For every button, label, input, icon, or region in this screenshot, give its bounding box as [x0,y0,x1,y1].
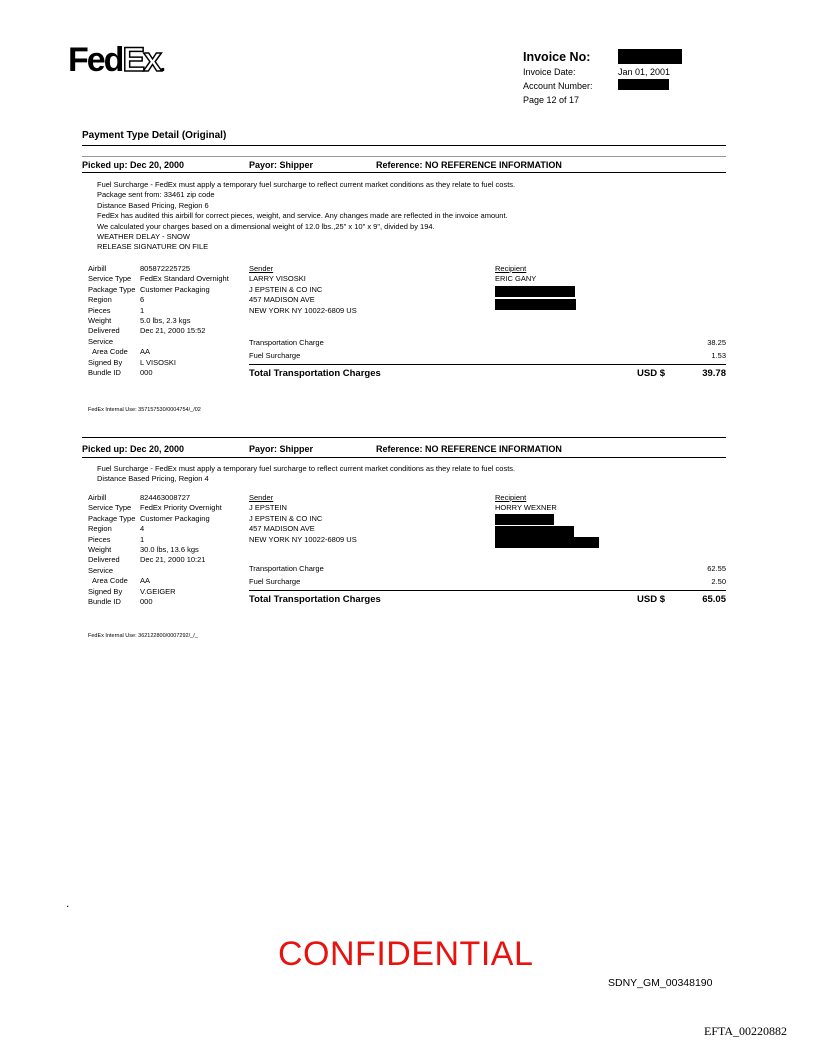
signed-by-label: Signed By [88,357,123,367]
service-type-label: Service Type [88,274,132,284]
delivered-value: Dec 21, 2000 15:52 [140,326,206,336]
service-label: Service [88,565,114,575]
efta-number: EFTA_00220882 [704,1024,788,1038]
area-code-value: AA [140,347,151,357]
weight-value: 5.0 lbs, 2.3 kgs [140,316,191,326]
shipment-notes [97,464,515,485]
signed-by-value: V.GEIGER [140,586,176,596]
area-code-value: AA [140,576,151,586]
pieces-label: Pieces [88,305,111,315]
redaction-box [618,49,682,64]
note-line: Fuel Surcharge - FedEx must apply a temporary fuel surcharge to reflect current market conditions as they relate to fuel costs. [97,464,516,473]
total-charges-label: Total Transportation Charges [249,594,381,605]
fuel-surcharge-amount: 2.50 [711,577,726,586]
redaction-box [618,79,669,90]
fuel-surcharge-label: Fuel Surcharge [249,577,301,586]
redaction-box [495,299,576,310]
region-value: 4 [140,524,145,534]
sender-block [249,493,357,545]
redaction-box [495,286,575,297]
recipient-name: HORRY WEXNER [495,503,557,513]
note-line: Package sent from: 33461 zip code [97,190,215,200]
weight-label: Weight [88,316,112,326]
pieces-value: 1 [140,305,145,315]
recipient-label: Recipient [495,264,527,273]
delivered-value: Dec 21, 2000 10:21 [140,555,206,565]
payor: Payor: Shipper [249,444,314,454]
airbill-label: Airbill [88,264,107,273]
sender-line: NEW YORK NY 10022-6809 US [249,305,357,315]
divider [82,145,726,146]
redaction-box [495,537,599,548]
note-line: We calculated your charges based on a dimensional weight of 12.0 lbs.,25" x 10" x 9", divided by 194. [97,221,435,231]
recipient-block [495,264,536,285]
internal-use-code: FedEx Internal Use: 362122800/0007292/_/_ [88,633,198,639]
confidential-stamp: CONFIDENTIAL [278,935,534,973]
shipment-notes [97,180,515,253]
divider [82,172,726,173]
package-type-label: Package Type [88,513,136,523]
reference: Reference: NO REFERENCE INFORMATION [376,160,562,170]
account-number-label: Account Number: [523,81,593,91]
sender-label: Sender [249,264,274,273]
internal-use-code: FedEx Internal Use: 357157530/0004754/_/02 [88,407,201,413]
redaction-box [495,526,574,537]
total-charges-amount: 65.05 [702,594,726,605]
logo-dot: . [160,54,166,76]
sender-block [249,264,357,316]
package-type-value: Customer Packaging [140,513,210,523]
airbill-value: 824463008727 [140,493,191,502]
picked-up-date: Picked up: Dec 20, 2000 [82,160,185,170]
signed-by-value: L VISOSKI [140,357,176,367]
sender-line: NEW YORK NY 10022-6809 US [249,534,357,544]
sender-line: J EPSTEIN [249,503,287,513]
fedex-logo [68,40,166,85]
area-code-label: Area Code [92,576,128,586]
sender-line: J EPSTEIN & CO INC [249,513,323,523]
bates-number: SDNY_GM_00348190 [608,977,713,989]
section-title: Payment Type Detail (Original) [82,130,227,141]
bundle-id-label: Bundle ID [88,368,121,378]
sender-label: Sender [249,493,274,502]
total-divider [249,364,726,365]
sender-line: J EPSTEIN & CO INC [249,284,323,294]
note-line: Distance Based Pricing, Region 6 [97,200,209,210]
weight-label: Weight [88,545,112,555]
currency-label: USD $ [637,594,665,605]
package-type-value: Customer Packaging [140,284,210,294]
invoice-date-value: Jan 01, 2001 [618,67,671,77]
bundle-id-value: 000 [140,597,153,607]
reference: Reference: NO REFERENCE INFORMATION [376,444,562,454]
page-number: Page 12 of 17 [523,95,580,105]
logo-fed-text: Fed [68,41,123,79]
divider [82,437,726,438]
area-code-label: Area Code [92,347,128,357]
bundle-id-label: Bundle ID [88,597,121,607]
transportation-charge-amount: 62.55 [707,564,726,573]
sender-line: LARRY VISOSKI [249,274,306,284]
invoice-date-label: Invoice Date: [523,67,576,77]
note-line: Fuel Surcharge - FedEx must apply a temporary fuel surcharge to reflect current market conditions as they relate to fuel costs. [97,180,516,189]
region-label: Region [88,524,112,534]
shipment-field-values [140,264,229,378]
note-line: FedEx has audited this airbill for correct pieces, weight, and service. Any changes made are reflected in the invoice amount. [97,211,508,221]
picked-up-date: Picked up: Dec 20, 2000 [82,444,185,454]
airbill-label: Airbill [88,493,107,502]
bundle-id-value: 000 [140,368,153,378]
shipment-field-labels [88,493,135,607]
fuel-surcharge-amount: 1.53 [711,351,726,360]
fuel-surcharge-label: Fuel Surcharge [249,351,301,360]
region-label: Region [88,295,112,305]
region-value: 6 [140,295,145,305]
pieces-label: Pieces [88,534,111,544]
recipient-label: Recipient [495,493,527,502]
signed-by-label: Signed By [88,586,123,596]
redaction-box [495,514,554,525]
total-charges-amount: 39.78 [702,368,726,379]
service-type-value: FedEx Priority Overnight [140,503,222,513]
payor: Payor: Shipper [249,160,314,170]
sender-line: 457 MADISON AVE [249,524,315,534]
weight-value: 30.0 lbs, 13.6 kgs [140,545,199,555]
transportation-charge-label: Transportation Charge [249,564,324,573]
total-charges-label: Total Transportation Charges [249,368,381,379]
currency-label: USD $ [637,368,665,379]
delivered-label: Delivered [88,555,120,565]
shipment-field-values [140,493,222,607]
stray-mark: . [66,896,70,910]
note-line: RELEASE SIGNATURE ON FILE [97,242,209,252]
service-type-value: FedEx Standard Overnight [140,274,229,284]
transportation-charge-amount: 38.25 [707,338,726,347]
divider [82,457,726,458]
delivered-label: Delivered [88,326,120,336]
service-label: Service [88,336,114,346]
note-line: Distance Based Pricing, Region 4 [97,474,209,484]
airbill-value: 805872225725 [140,264,191,273]
pieces-value: 1 [140,534,145,544]
logo-ex-text: Ex [122,41,161,79]
recipient-block [495,493,557,514]
shipment-field-labels [88,264,135,378]
note-line: WEATHER DELAY - SNOW [97,232,190,242]
sender-line: 457 MADISON AVE [249,295,315,305]
recipient-name: ERIC GANY [495,274,537,284]
service-type-label: Service Type [88,503,132,513]
divider [82,156,726,157]
total-divider [249,590,726,591]
transportation-charge-label: Transportation Charge [249,338,324,347]
invoice-no-label: Invoice No: [523,50,591,64]
package-type-label: Package Type [88,284,136,294]
